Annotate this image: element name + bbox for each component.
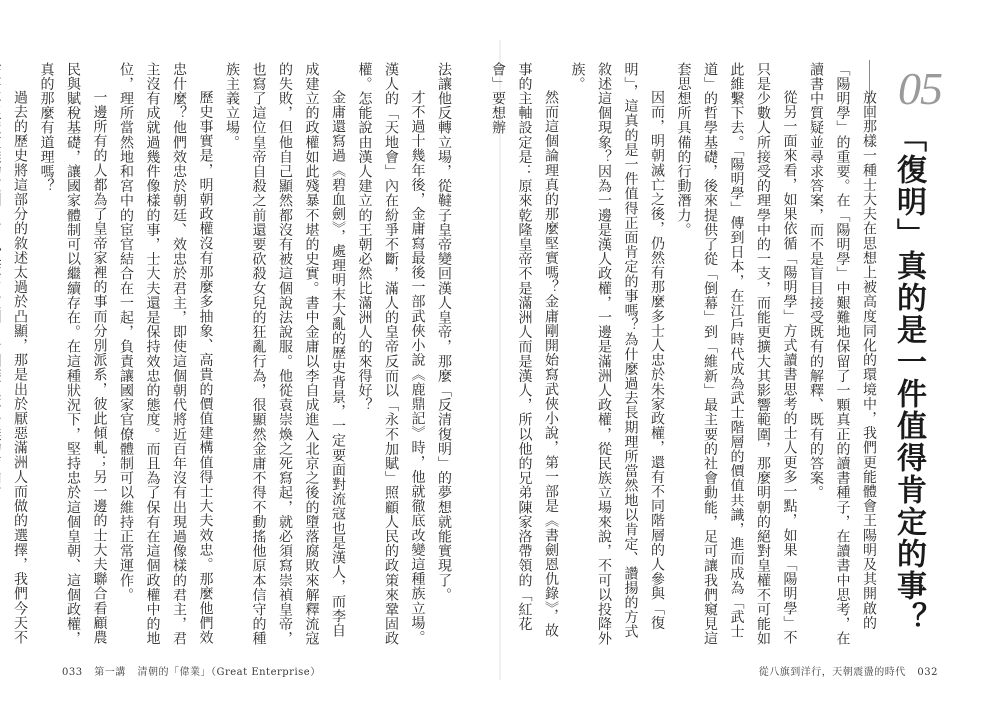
running-title: 清朝的「偉業」（Great Enterprise） [137, 667, 321, 678]
paragraph: 因而，明朝滅亡之後，仍然有那麼多士人忠於朱家政權，還有不同階層的人參與「復明」，這真的是一件值得正面肯定的事嗎？為什麼過去長期理所當然地以肯定、讚揚的方式敘述這個現象？因為一邊是漢人政權，一邊是滿洲人政權，從民族立場來說，不可以投降外族。 [569, 62, 665, 646]
page-number: 033 [62, 667, 83, 678]
paragraph: 法讓他反轉立場，從韃子皇帝變回漢人皇帝，那麼「反清復明」的夢想就能實現了。 [436, 62, 452, 603]
paragraph: 一邊所有的人都為了皇帝家裡的事而分別派系，彼此傾軋；另一邊的士大夫聯合看顧農民與賦稅基礎，讓國家體制可以繼續存在。在這種狀況下，堅持忠於這個皇朝、這個政權，真的那麼有道理嗎？ [38, 62, 108, 646]
right-page-footer [751, 663, 938, 678]
paragraph: 從另一面來看，如果依循「陽明學」方式讀書思考的士人更多一點，如果「陽明學」不只是少數人所接受的理學中的一支，而能更擴大其影響範圍，那麼明朝的絕對皇權不可能如此維繫下去。「陽明學」傳到日本，在江戶時代成為武士階層的價值共識，進而成為「武士道」的哲學基礎，後來提供了從「倒幕」到「維新」最主要的社會動能，足可讓我們窺見這套思想所具備的行動潛力。 [675, 62, 798, 646]
page-number: 032 [917, 667, 938, 678]
chapter-number: 05 [898, 63, 942, 114]
left-page-footer [62, 663, 329, 678]
left-page-body [12, 62, 457, 652]
paragraph: 歷史事實是，明朝政權沒有那麼多抽象、高貴的價值建構值得士大夫效忠。那麼他們效忠什麼？他們效忠於朝廷、效忠於君主，即使這個朝代將近百年沒有出現過像樣的君主，君主沒有成就過幾件像樣的事，士大夫還是保持效忠的態度。而且為了保有在這個政權中的地位，理所當然地和宮中的宦官結合在一起，負責讓國家官僚體制可以維持正常運作。 [118, 62, 214, 646]
paragraph: 然而這個論理真的那麼堅實嗎？金庸剛開始寫武俠小說，第一部是《書劍恩仇錄》，故事的主軸設定是：原來乾隆皇帝不是滿洲人而是漢人，所以他的兄弟陳家洛帶領的「紅花會」要想辦 [490, 62, 559, 638]
paragraph: 放回那樣一種士大夫在思想上被高度同化的環境中，我們更能體會王陽明及其開啟的「陽明學」的重要。在「陽明學」中艱難地保留了一顆真正的讀書種子，在讀書中思考，在讀書中質疑並尋求答案，而不是盲目接受既有的解釋、既有的答案。 [808, 62, 877, 646]
paragraph: 金庸還寫過《碧血劍》，處理明末大亂的歷史背景，一定要面對流寇也是漢人，而李自成建立的政權如此殘暴不堪的史實。書中金庸以李自成進入北京之後的墮落腐敗來解釋流寇的失敗，但他自己顯然都沒有被這個說法說服。他從袁崇煥之死寫起，就必須寫崇禎皇帝，也寫了這位皇帝自殺之前還要砍殺女兒的狂亂行為，很顯然金庸不得不動搖他原本信守的種族主義立場。 [224, 62, 346, 646]
running-title: 從八旗到洋行，天朝震盪的時代 [758, 667, 906, 678]
right-page-body [490, 62, 882, 652]
chapter-title: 「復明」真的是一件值得肯定的事？ [891, 122, 926, 634]
paragraph: 過去的歷史將這部分的敘述太過於凸顯，那是出於厭惡滿洲人而做的選擇，我們今天不 [12, 90, 28, 645]
paragraph: 才不過十幾年後，金庸寫最後一部武俠小說《鹿鼎記》時，他就徹底改變這種族立場。漢人的「天地會」內在紛爭不斷，滿人的皇帝反而以「永不加賦」照顧人民的政策來鞏固政權。怎能說由漢人建立的王朝必然比滿洲人的來得好？ [356, 62, 426, 646]
lecture-label: 第一講 [94, 667, 126, 678]
